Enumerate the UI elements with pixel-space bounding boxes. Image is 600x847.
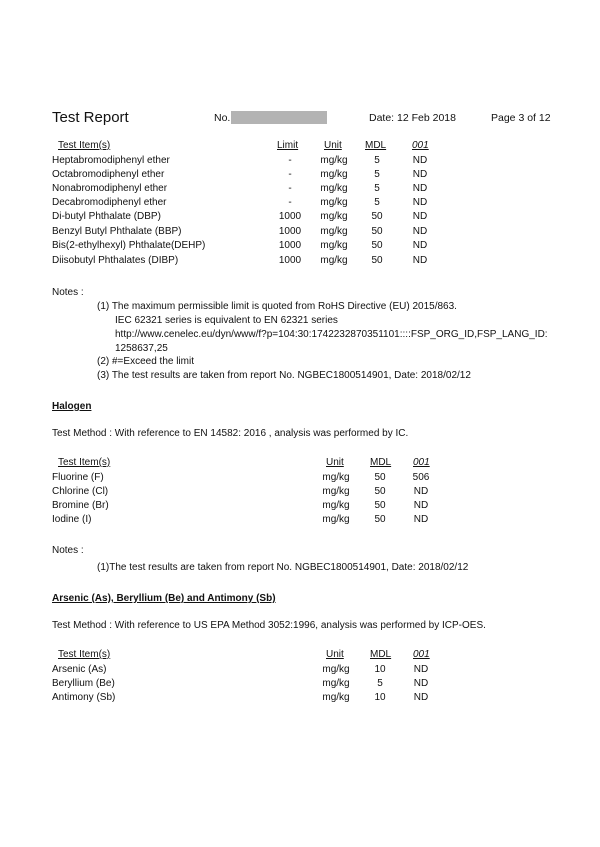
table1-mdl: 50 [371,255,383,266]
halogen-header-unit: Unit [326,457,344,468]
note-line: (1) The maximum permissible limit is quoted from RoHS Directive (EU) 2015/863. [97,301,457,312]
table1-unit: mg/kg [320,240,348,251]
metals-unit: mg/kg [322,678,350,689]
metals-mdl: 5 [377,678,383,689]
table1-limit: 1000 [278,255,302,266]
table1-result: ND [412,226,428,237]
halogen-result: ND [413,500,429,511]
table1-header-unit: Unit [324,140,342,151]
metals-header-unit: Unit [326,649,344,660]
table1-item: Heptabromodiphenyl ether [52,155,170,166]
halogen-item: Iodine (I) [52,514,92,525]
metals-header-sample: 001 [413,649,430,660]
table1-unit: mg/kg [320,197,348,208]
halogen-item: Fluorine (F) [52,472,104,483]
table1-mdl: 5 [374,169,380,180]
halogen-result: ND [413,486,429,497]
metals-result: ND [413,678,429,689]
note-line: (3) The test results are taken from report No. NGBEC1800514901, Date: 2018/02/12 [97,370,471,381]
metals-result: ND [413,692,429,703]
table1-item: Bis(2-ethylhexyl) Phthalate(DEHP) [52,240,206,251]
table1-result: ND [412,183,428,194]
table1-mdl: 50 [371,211,383,222]
table1-item: Decabromodiphenyl ether [52,197,167,208]
metals-result: ND [413,664,429,675]
table1-header-sample: 001 [412,140,429,151]
metals-test-method: Test Method : With reference to US EPA Method 3052:1996, analysis was performed by ICP-OES. [52,620,486,631]
metals-item: Arsenic (As) [52,664,107,675]
table1-result: ND [412,255,428,266]
table1-mdl: 5 [374,183,380,194]
table1-limit: - [288,183,292,194]
halogen-item: Chlorine (Cl) [52,486,109,497]
table1-result: ND [412,155,428,166]
metals-mdl: 10 [374,692,386,703]
table1-limit: - [288,169,292,180]
table1-limit: - [288,155,292,166]
table1-limit: 1000 [278,240,302,251]
note-line: IEC 62321 series is equivalent to EN 62321 series [115,315,338,326]
halogen-mdl: 50 [374,500,386,511]
table1-result: ND [412,197,428,208]
halogen-header-item: Test Item(s) [58,457,111,468]
table1-result: ND [412,240,428,251]
table1-item: Benzyl Butyl Phthalate (BBP) [52,226,182,237]
halogen-mdl: 50 [374,514,386,525]
metals-mdl: 10 [374,664,386,675]
page-indicator: Page 3 of 12 [491,112,551,124]
metals-header-mdl: MDL [370,649,392,660]
metals-unit: mg/kg [322,664,350,675]
redacted-report-number [231,111,327,124]
metals-heading: Arsenic (As), Beryllium (Be) and Antimony (Sb) [52,593,276,604]
table1-limit: 1000 [278,226,302,237]
table1-unit: mg/kg [320,183,348,194]
table1-limit: - [288,197,292,208]
table1-mdl: 50 [371,240,383,251]
halogen-test-method: Test Method : With reference to EN 14582: 2016 , analysis was performed by IC. [52,428,409,439]
table1-header-mdl: MDL [365,140,387,151]
table1-mdl: 5 [374,155,380,166]
halogen-heading: Halogen [52,401,92,412]
report-date: Date: 12 Feb 2018 [369,112,456,124]
table1-item: Nonabromodiphenyl ether [52,183,168,194]
table1-unit: mg/kg [320,169,348,180]
table1-item: Di-butyl Phthalate (DBP) [52,211,161,222]
table1-result: ND [412,169,428,180]
metals-header-item: Test Item(s) [58,649,111,660]
metals-unit: mg/kg [322,692,350,703]
metals-item: Antimony (Sb) [52,692,116,703]
halogen-unit: mg/kg [322,514,350,525]
table1-mdl: 50 [371,226,383,237]
halogen-unit: mg/kg [322,486,350,497]
metals-item: Beryllium (Be) [52,678,115,689]
table1-item: Octabromodiphenyl ether [52,169,165,180]
note-line: http://www.cenelec.eu/dyn/www/f?p=104:30:1742232870351101::::FSP_ORG_ID,FSP_LANG_ID: [115,329,548,340]
table1-header-item: Test Item(s) [58,140,111,151]
table1-unit: mg/kg [320,211,348,222]
halogen-note: (1)The test results are taken from report No. NGBEC1800514901, Date: 2018/02/12 [97,562,469,573]
halogen-notes-label: Notes : [52,545,84,556]
table1-limit: 1000 [278,211,302,222]
table1-mdl: 5 [374,197,380,208]
halogen-result: ND [413,514,429,525]
halogen-header-mdl: MDL [370,457,392,468]
table1-header-limit: Limit [277,140,299,151]
table1-unit: mg/kg [320,255,348,266]
note-line: (2) #=Exceed the limit [97,356,194,367]
table1-unit: mg/kg [320,155,348,166]
table1-item: Diisobutyl Phthalates (DIBP) [52,255,179,266]
halogen-item: Bromine (Br) [52,500,109,511]
halogen-mdl: 50 [374,486,386,497]
report-title: Test Report [52,109,129,126]
halogen-unit: mg/kg [322,472,350,483]
note-line: 1258637,25 [115,343,168,354]
notes-label: Notes : [52,287,84,298]
halogen-unit: mg/kg [322,500,350,511]
halogen-header-sample: 001 [413,457,430,468]
halogen-result: 506 [412,472,430,483]
table1-unit: mg/kg [320,226,348,237]
halogen-mdl: 50 [374,472,386,483]
table1-result: ND [412,211,428,222]
report-number-label: No. [214,112,231,124]
